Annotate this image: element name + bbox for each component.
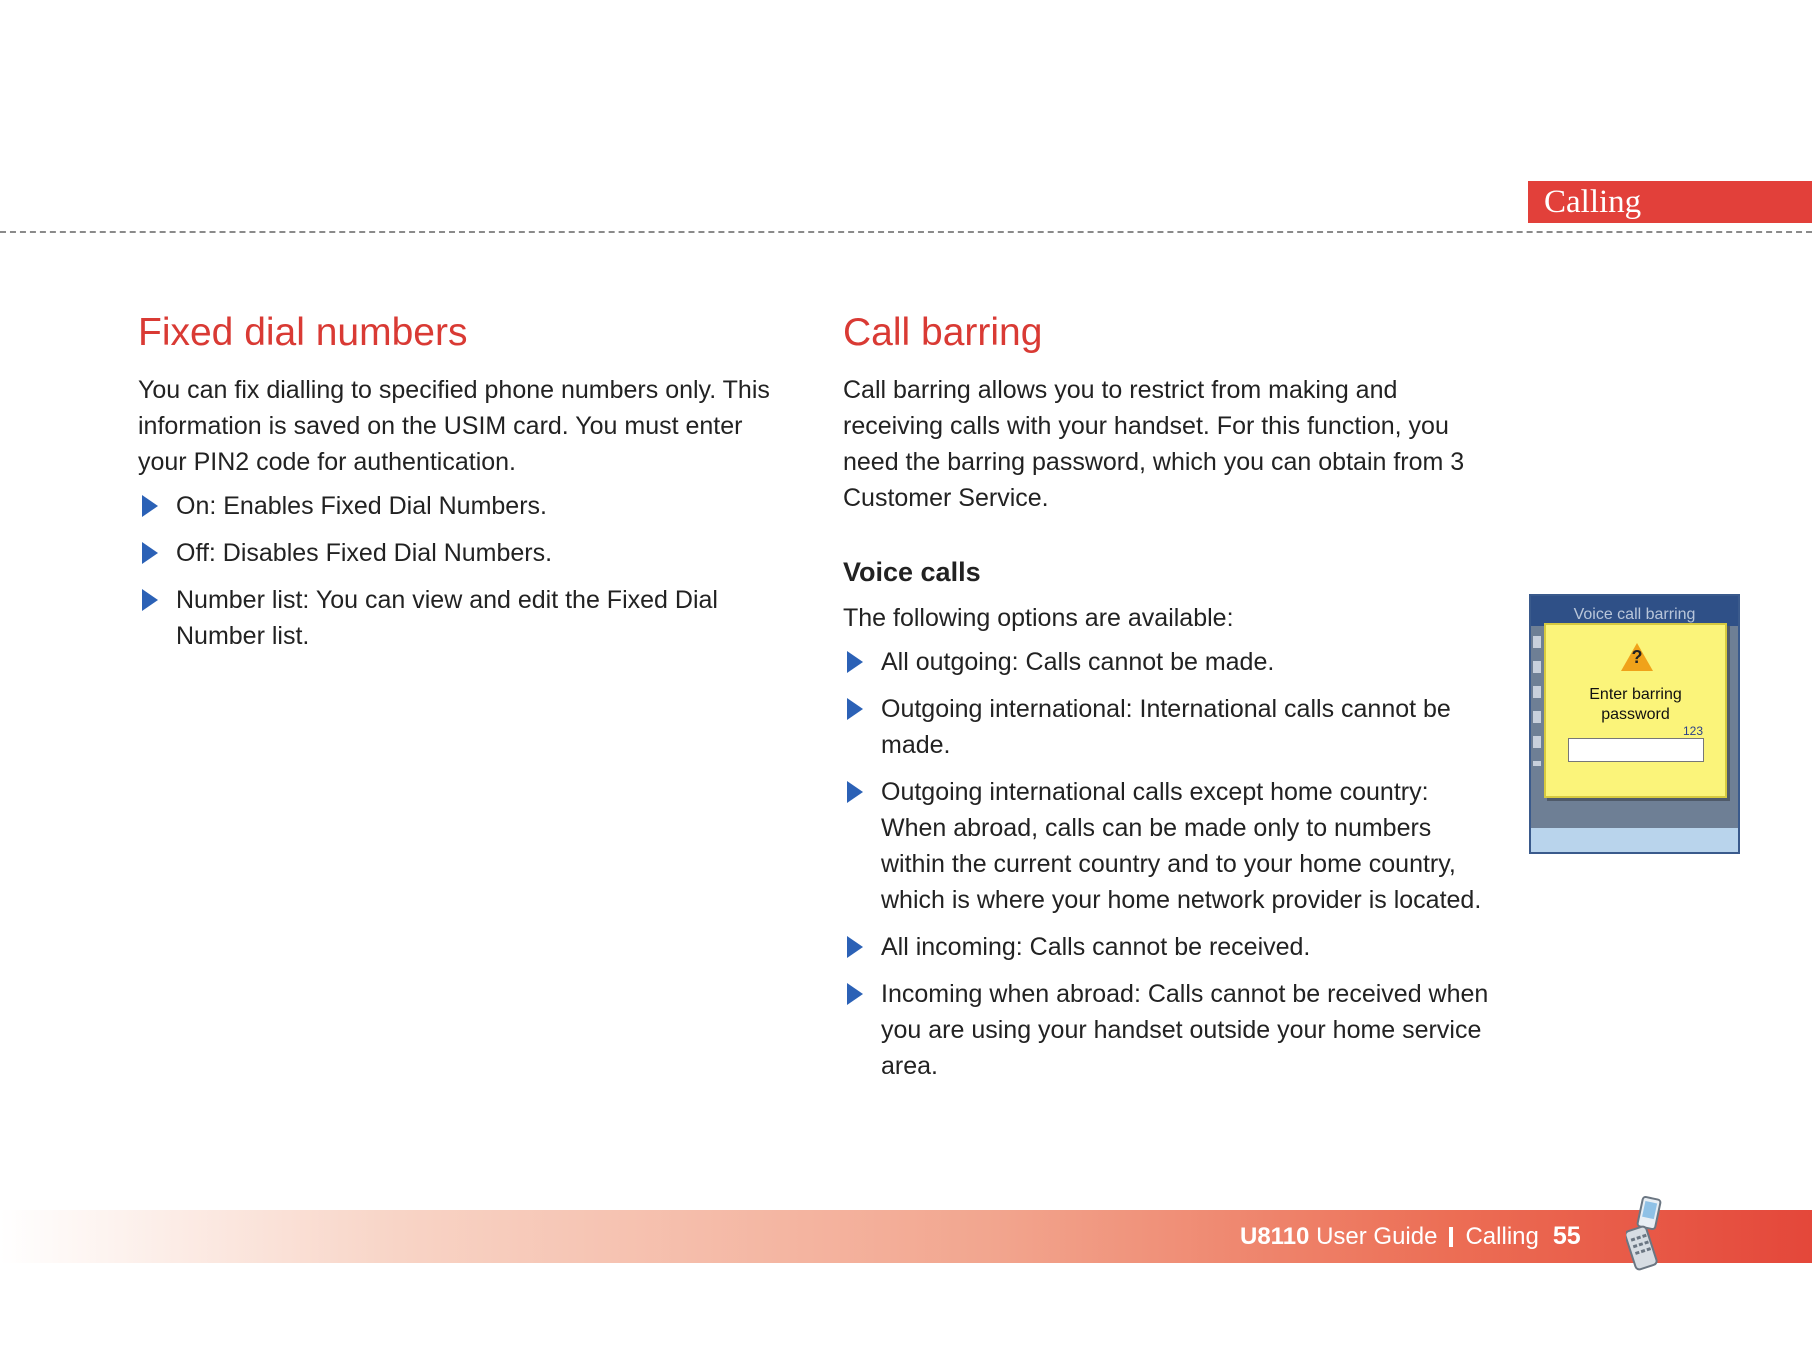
list-item-text: Outgoing international: International calls cannot be made.	[881, 695, 1451, 759]
bullet-arrow-icon	[847, 983, 863, 1005]
list-item-text: Incoming when abroad: Calls cannot be received when you are using your handset outside your home service area.	[881, 980, 1489, 1080]
call-barring-section	[843, 308, 1493, 1095]
bullet-arrow-icon	[142, 495, 158, 517]
footer-model: U8110	[1240, 1223, 1310, 1250]
list-item-text: All incoming: Calls cannot be received.	[881, 933, 1311, 961]
footer-separator	[1449, 1227, 1453, 1247]
options-lead: The following options are available:	[843, 604, 1234, 632]
dialog-prompt-line: Enter barring	[1589, 686, 1682, 703]
list-item-text: On: Enables Fixed Dial Numbers.	[176, 492, 547, 520]
phone-screen-title: Voice call barring	[1531, 596, 1738, 626]
phone-softkey-bar	[1531, 828, 1738, 852]
fixed-dial-intro: You can fix dialling to specified phone numbers only. This information is saved on the USIM card. You must enter your PIN2 code for authentication.	[138, 376, 770, 476]
list-item-text: Number list: You can view and edit the Fixed Dial Number list.	[176, 586, 718, 650]
footer	[1240, 1218, 1581, 1254]
footer-guide: User Guide	[1309, 1223, 1438, 1250]
call-barring-intro: Call barring allows you to restrict from making and receiving calls with your handset. For this function, you need the barring password, which you can obtain from 3 Customer Service.	[843, 376, 1465, 512]
bullet-arrow-icon	[142, 542, 158, 564]
call-barring-title: Call barring	[843, 311, 1043, 354]
list-item	[138, 535, 778, 571]
dialog-prompt	[1546, 685, 1725, 725]
phone-list-background	[1533, 636, 1541, 766]
list-item-text: Off: Disables Fixed Dial Numbers.	[176, 539, 553, 567]
question-mark-icon: ?	[1631, 647, 1643, 667]
flip-phone-icon	[1626, 1196, 1666, 1272]
fixed-dial-options	[138, 488, 778, 654]
list-item	[843, 929, 1493, 965]
list-item	[843, 774, 1493, 918]
password-dialog	[1544, 623, 1727, 798]
dashed-divider	[0, 231, 1812, 233]
barring-options	[843, 644, 1493, 1084]
bullet-arrow-icon	[847, 781, 863, 803]
list-item	[843, 976, 1493, 1084]
password-input	[1568, 738, 1704, 762]
bullet-arrow-icon	[847, 936, 863, 958]
list-item	[138, 488, 778, 524]
dialog-prompt-line: password	[1601, 706, 1670, 723]
list-item	[843, 691, 1493, 763]
bullet-arrow-icon	[847, 698, 863, 720]
list-item	[843, 644, 1493, 680]
input-mode-indicator: 123	[1682, 724, 1703, 738]
bullet-arrow-icon	[142, 589, 158, 611]
phone-screenshot	[1529, 594, 1740, 854]
voice-calls-heading: Voice calls	[843, 557, 981, 587]
list-item-text: Outgoing international calls except home country: When abroad, calls can be made only to numbers within the current country and to your home country, which is where your home network provider is located.	[881, 778, 1482, 914]
bullet-arrow-icon	[847, 651, 863, 673]
footer-section: Calling	[1465, 1223, 1539, 1250]
list-item	[138, 582, 778, 654]
fixed-dial-title: Fixed dial numbers	[138, 311, 468, 354]
page-number: 55	[1552, 1222, 1581, 1250]
fixed-dial-section	[138, 308, 778, 665]
section-tab: Calling	[1528, 181, 1812, 223]
list-item-text: All outgoing: Calls cannot be made.	[881, 648, 1275, 676]
